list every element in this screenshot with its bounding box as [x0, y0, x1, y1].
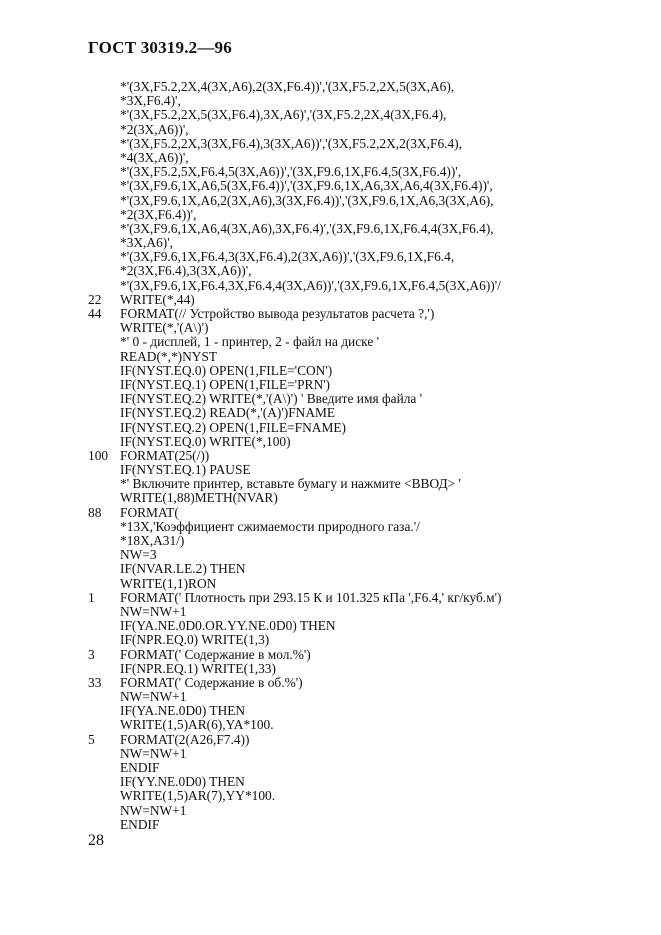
code-text: IF(NPR.EQ.0) WRITE(1,3)	[120, 632, 270, 648]
code-line	[88, 733, 648, 747]
code-line	[88, 179, 648, 193]
code-text: *13X,'Коэффициент сжимаемости природного газа.'/	[120, 518, 420, 534]
code-text: ENDIF	[120, 816, 160, 832]
statement-label: 22	[88, 291, 102, 307]
program-listing	[88, 80, 648, 832]
code-text: IF(NYST.EQ.1) OPEN(1,FILE='PRN')	[120, 376, 331, 392]
code-line	[88, 534, 648, 548]
code-text: *3X,A6)',	[120, 235, 173, 251]
code-line	[88, 108, 648, 122]
code-line	[88, 577, 648, 591]
statement-label: 1	[88, 589, 95, 605]
code-text: IF(NYST.EQ.0) OPEN(1,FILE='CON')	[120, 362, 333, 378]
code-line	[88, 307, 648, 321]
code-line	[88, 392, 648, 406]
statement-label: 33	[88, 674, 102, 690]
code-text: IF(NYST.EQ.0) WRITE(*,100)	[120, 433, 291, 449]
statement-label: 44	[88, 306, 102, 321]
code-line	[88, 619, 648, 633]
code-line	[88, 335, 648, 349]
code-line	[88, 350, 648, 364]
code-text: *'(3X,F5.2,2X,3(3X,F6.4),3(3X,A6))','(3X,F5.2,2X,2(3X,F6.4),	[120, 135, 462, 151]
code-line	[88, 279, 648, 293]
code-line	[88, 506, 648, 520]
code-line	[88, 491, 648, 505]
code-text: ENDIF	[120, 760, 160, 775]
code-line	[88, 151, 648, 165]
code-line	[88, 236, 648, 250]
code-line	[88, 804, 648, 818]
code-line	[88, 293, 648, 307]
page-header: ГОСТ 30319.2—96	[88, 38, 232, 57]
code-text: WRITE(1,5)AR(7),YY*100.	[120, 788, 276, 804]
code-line	[88, 137, 648, 151]
code-line	[88, 818, 648, 832]
code-line	[88, 264, 648, 278]
code-text: *'(3X,F9.6,1X,F6.4,3X,F6.4,4(3X,A6))','(3X,F9.6,1X,F6.4,5(3X,A6))'/	[120, 277, 501, 293]
code-line	[88, 704, 648, 718]
code-line	[88, 435, 648, 449]
code-line	[88, 690, 648, 704]
code-line	[88, 321, 648, 335]
code-line	[88, 662, 648, 676]
code-text: FORMAT(' Содержание в мол.%')	[120, 646, 311, 662]
code-line	[88, 80, 648, 94]
code-text: *'(3X,F5.2,2X,4(3X,A6),2(3X,F6.4))','(3X,F5.2,2X,5(3X,A6),	[120, 79, 455, 94]
code-line	[88, 194, 648, 208]
code-line	[88, 520, 648, 534]
code-line	[88, 378, 648, 392]
code-text: IF(NYST.EQ.2) OPEN(1,FILE=FNAME)	[120, 419, 347, 435]
code-text: WRITE(*,44)	[120, 291, 195, 307]
code-text: NW=NW+1	[120, 689, 187, 705]
code-line	[88, 718, 648, 732]
code-text: *'(3X,F5.2,2X,5(3X,F6.4),3X,A6)','(3X,F5.2,2X,4(3X,F6.4),	[120, 107, 447, 123]
code-line	[88, 747, 648, 761]
code-line	[88, 477, 648, 491]
code-line	[88, 676, 648, 690]
code-line	[88, 94, 648, 108]
code-text: *2(3X,F6.4))',	[120, 206, 197, 222]
code-text: *'(3X,F5.2,5X,F6.4,5(3X,A6))','(3X,F9.6,1X,F6.4,5(3X,F6.4))',	[120, 164, 462, 180]
code-text: WRITE(*,'(A\)')	[120, 320, 209, 336]
code-text: NW=NW+1	[120, 603, 187, 619]
code-text: NW=NW+1	[120, 802, 187, 818]
code-text: *' Включите принтер, вставьте бумагу и нажмите <ВВОД> '	[120, 476, 461, 492]
code-text: *2(3X,A6))',	[120, 121, 189, 137]
statement-label: 88	[88, 504, 102, 520]
code-text: FORMAT(// Устройство вывода результатов расчета ?,')	[120, 306, 435, 321]
code-text: WRITE(1,88)METH(NVAR)	[120, 490, 278, 506]
code-text: FORMAT(	[120, 504, 179, 520]
code-text: *'(3X,F9.6,1X,A6,2(3X,A6),3(3X,F6.4))','(3X,F9.6,1X,A6,3(3X,A6),	[120, 192, 494, 208]
code-text: IF(NYST.EQ.2) READ(*,'(A)')FNAME	[120, 405, 336, 421]
code-line	[88, 605, 648, 619]
code-line	[88, 633, 648, 647]
code-line	[88, 789, 648, 803]
code-text: FORMAT(' Содержание в об.%')	[120, 674, 303, 690]
code-line	[88, 449, 648, 463]
code-line	[88, 364, 648, 378]
code-text: IF(YA.NE.0D0.OR.YY.NE.0D0) THEN	[120, 618, 336, 634]
code-text: *'(3X,F9.6,1X,A6,5(3X,F6.4))','(3X,F9.6,1X,A6,3X,A6,4(3X,F6.4))',	[120, 178, 493, 194]
code-text: IF(NYST.EQ.2) WRITE(*,'(A\)') ' Введите имя файла '	[120, 391, 423, 407]
code-text: *3X,F6.4)',	[120, 93, 181, 109]
code-line	[88, 648, 648, 662]
code-text: WRITE(1,5)AR(6),YA*100.	[120, 717, 274, 733]
code-text: FORMAT(2(A26,F7.4))	[120, 731, 250, 747]
code-line	[88, 775, 648, 789]
page-number: 28	[88, 832, 104, 849]
code-text: *'(3X,F9.6,1X,F6.4,3(3X,F6.4),2(3X,A6))','(3X,F9.6,1X,F6.4,	[120, 249, 455, 265]
code-line	[88, 250, 648, 264]
code-text: *' 0 - дисплей, 1 - принтер, 2 - файл на диске '	[120, 334, 380, 350]
code-text: *'(3X,F9.6,1X,A6,4(3X,A6),3X,F6.4)','(3X,F9.6,1X,F6.4,4(3X,F6.4),	[120, 220, 494, 236]
code-line	[88, 165, 648, 179]
code-text: FORMAT(25(/))	[120, 447, 210, 463]
code-line	[88, 421, 648, 435]
code-line	[88, 222, 648, 236]
code-text: *18X,A31/)	[120, 533, 185, 548]
code-text: FORMAT(' Плотность при 293.15 К и 101.325 кПа ',F6.4,' кг/куб.м')	[120, 589, 502, 605]
code-line	[88, 562, 648, 576]
code-line	[88, 761, 648, 775]
code-text: IF(YA.NE.0D0) THEN	[120, 703, 246, 719]
code-text: WRITE(1,1)RON	[120, 575, 217, 591]
code-text: READ(*,*)NYST	[120, 348, 218, 364]
statement-label: 100	[88, 447, 109, 463]
code-text: NW=NW+1	[120, 745, 187, 761]
code-text: NW=3	[120, 547, 157, 563]
code-line	[88, 406, 648, 420]
code-text: IF(NPR.EQ.1) WRITE(1,33)	[120, 660, 276, 676]
code-line	[88, 548, 648, 562]
statement-label: 5	[88, 731, 95, 747]
code-line	[88, 123, 648, 137]
code-text: *2(3X,F6.4),3(3X,A6))',	[120, 263, 252, 279]
code-text: *4(3X,A6))',	[120, 149, 189, 165]
code-line	[88, 463, 648, 477]
statement-label: 3	[88, 646, 95, 662]
code-line	[88, 208, 648, 222]
code-text: IF(NVAR.LE.2) THEN	[120, 561, 246, 577]
code-text: IF(YY.NE.0D0) THEN	[120, 774, 245, 790]
code-text: IF(NYST.EQ.1) PAUSE	[120, 462, 251, 478]
code-line	[88, 591, 648, 605]
